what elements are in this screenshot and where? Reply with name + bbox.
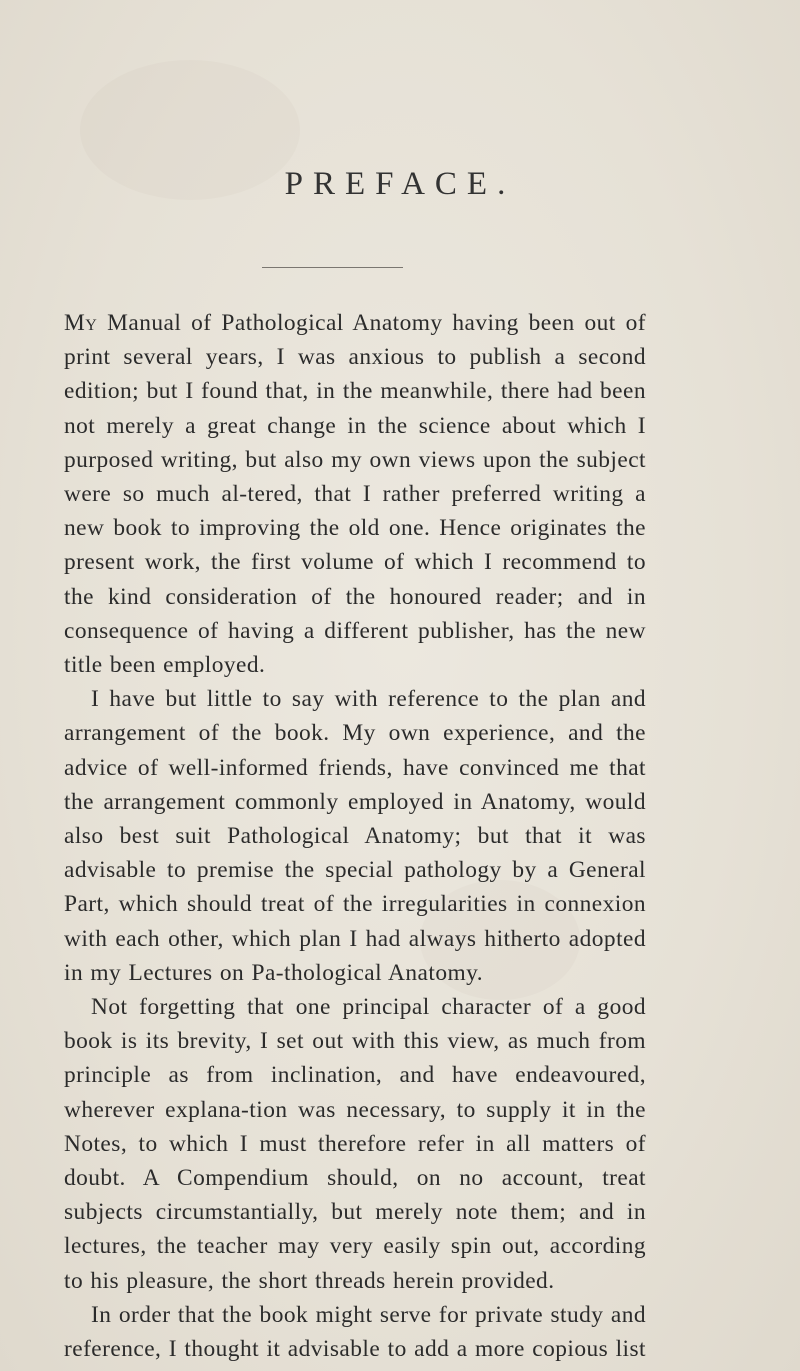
paragraph: [64, 306, 646, 682]
paragraph: Not forgetting that one principal character of a good book is its brevity, I set out with this view, as much from principle as from inclination, and have endeavoured, wherever explana-tion was necessary, to supply it in the Notes, to which I must therefore refer in all matters of doubt. A Compendium should, on no account, treat subjects circumstantially, but merely note them; and in lectures, the teacher may very easily spin out, according to his pleasure, the short threads herein provided.: [64, 994, 646, 1294]
paragraph-text: Manual of Pathological Anatomy having been out of print several years, I was anxious to publish a second edition; but I found that, in the meanwhile, there had been not merely a great change in the science about which I purposed writing, but also my own views upon the subject were so much al-tered, that I rather preferred writing a new book to improving the old one. Hence originates the present work, the first volume of which I recommend to the kind consideration of the honoured reader; and in consequence of having a different publisher, has the new title been employed.: [64, 310, 646, 679]
page-title: PREFACE.: [284, 166, 516, 202]
paragraph-lead-word: My: [64, 310, 98, 336]
title-rule: [262, 267, 403, 268]
paragraph: In order that the book might serve for private study and reference, I thought it advisable to add a more copious list: [64, 1301, 646, 1363]
paragraph: I have but little to say with reference to the plan and arrangement of the book. My own experience, and the advice of well-informed friends, have convinced me that the arrangement commonly employed in Anatomy, would also best suit Pathological Anatomy; but that it was advisable to premise the special pathology by a General Part, which should treat of the irregularities in connexion with each other, which plan I had always hitherto adopted in my Lectures on Pa-thological Anatomy.: [64, 686, 646, 986]
preface-body: [64, 306, 646, 1366]
